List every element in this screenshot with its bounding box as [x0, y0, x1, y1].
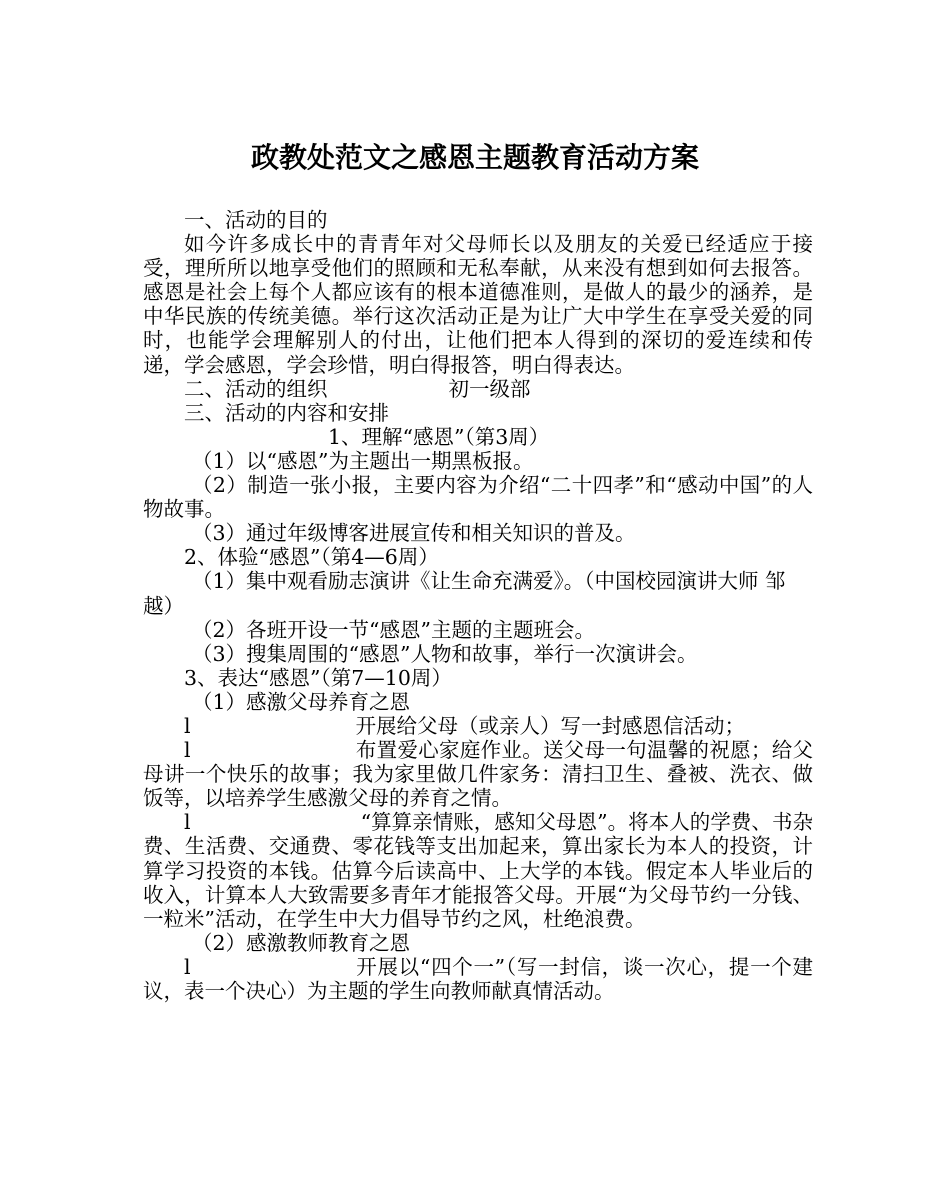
bullet-text: 开展以“四个一”（写一封信，谈一次心，提一个建议，表一个决心）为主题的学生向教师献真情活动。 [143, 954, 813, 1003]
subsection-understand: 1、理解“感恩”（第3周） [328, 424, 550, 449]
organization-value: 初一级部 [448, 376, 531, 401]
list-item: （3）搜集周围的“感恩”人物和故事，举行一次演讲会。 [192, 641, 698, 666]
section-heading-purpose: 一、活动的目的 [184, 208, 328, 232]
list-item-text: （1）集中观看励志演讲《让生命充满爱》。（中国校园演讲大师 邹越） [143, 569, 786, 618]
bullet-marker: l [184, 713, 191, 738]
list-item: （3）通过年级博客进展宣传和相关知识的普及。 [192, 521, 636, 546]
subsection-experience: 2、体验“感恩”（第4—6周） [184, 545, 439, 570]
bullet-item [143, 810, 813, 930]
document-body [143, 208, 813, 1003]
purpose-paragraph: 如今许多成长中的青青年对父母师长以及朋友的关爱已经适应于接受，理所所以地享受他们的照顾和无私奉献，从来没有想到如何去报答。感恩是社会上每个人都应该有的根本道德准则，是做人的最少的涵养，是中华民族的传统美德。举行这次活动正是为让广大中学生在享受关爱的同时，也能学会理解别人的付出，让他们把本人得到的深切的爱连续和传递，学会感恩，学会珍惜，明白得报答，明白得表达。 [143, 232, 813, 377]
subsubsection-teachers: （2）感激教师教育之恩 [192, 930, 411, 955]
bullet-item [143, 714, 813, 738]
list-item: （1）以“感恩”为主题出一期黑板报。 [192, 448, 534, 473]
bullet-text: 开展给父母（或亲人）写一封感恩信活动； [355, 713, 746, 738]
list-item: （2）制造一张小报，主要内容为介绍“二十四孝”和“感动中国”的人物故事。 [143, 473, 813, 522]
section-heading-content: 三、活动的内容和安排 [184, 400, 389, 425]
bullet-marker: l [184, 738, 191, 763]
list-item [143, 569, 813, 617]
bullet-text: 布置爱心家庭作业。送父母一句温馨的祝愿；给父母讲一个快乐的故事；我为家里做几件家务：清扫卫生、叠被、洗衣、做饭等，以培养学生感激父母的养育之情。 [143, 738, 813, 811]
bullet-item [143, 738, 813, 810]
subsubsection-parents: （1）感激父母养育之恩 [192, 689, 411, 714]
bullet-marker: l [184, 954, 191, 979]
bullet-item [143, 955, 813, 1003]
organization-label: 二、活动的组织 [184, 376, 328, 401]
list-item: （2）各班开设一节“感恩”主题的主题班会。 [192, 617, 596, 642]
bullet-marker: l [184, 810, 191, 835]
document-title: 政教处范文之感恩主题教育活动方案 [250, 141, 699, 174]
bullet-text: “算算亲情账，感知父母恩”。将本人的学费、书杂费、生活费、交通费、零花钱等支出加起来，算出家长为本人的投资，计算学习投资的本钱。估算今后读高中、上大学的本钱。假定本人毕业后的收入，计算本人大致需要多青年才能报答父母。开展“为父母节约一分钱、一粒米”活动，在学生中大力倡导节约之风，杜绝浪费。 [143, 810, 813, 931]
section-heading-organization [143, 377, 813, 401]
subsection-express: 3、表达“感恩”（第7—10周） [184, 665, 452, 690]
